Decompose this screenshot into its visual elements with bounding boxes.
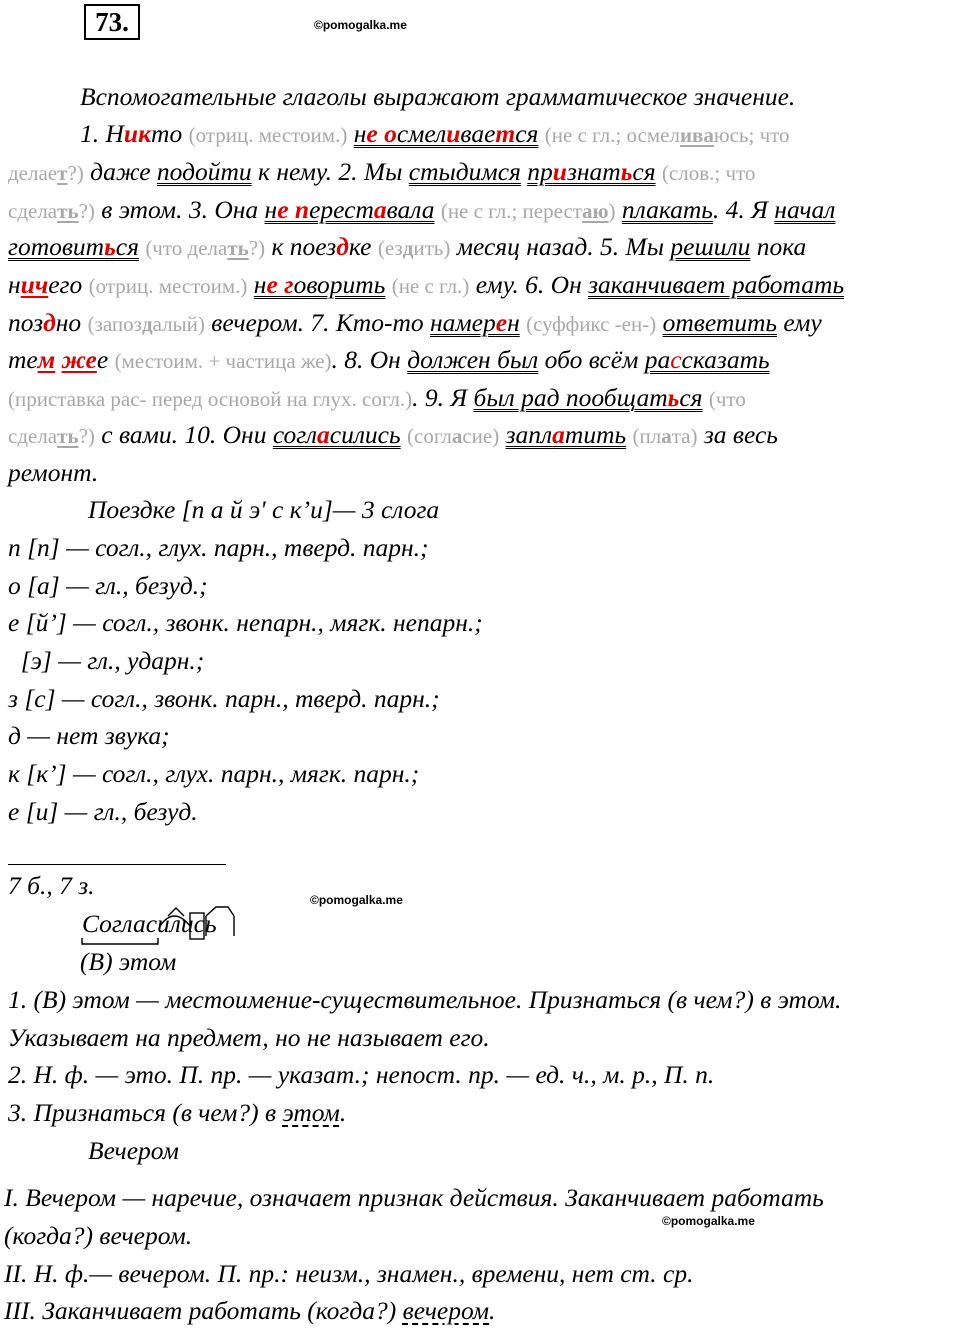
watermark: ©pomogalka.me	[310, 893, 403, 907]
grey-note: (отриц. местоим.)	[188, 123, 348, 147]
word-tem-zhe: тем жее	[8, 345, 109, 374]
predicate-byl-rad: был рад пообщаться	[473, 383, 703, 412]
word-pozdno: поздно	[8, 308, 82, 337]
letter-sound-count: 7 б., 7 з.	[8, 871, 95, 900]
grey-note: (согласие)	[407, 424, 500, 448]
grey-note: (что делать?)	[145, 236, 266, 260]
grey-note: (запоздалый)	[87, 312, 205, 336]
phonetic-row: о [а] — гл., безуд.;	[8, 571, 208, 600]
grey-note: (слов.; что	[661, 161, 756, 185]
predicate-ne-govorit: не говорить	[253, 270, 386, 299]
grey-note: (отриц. местоим.)	[88, 274, 248, 298]
grey-note: делает?)	[8, 161, 84, 185]
text-line-3: делает?) даже подойти к нему. 2. Мы стыдимся признаться (слов.; что	[8, 157, 756, 186]
predicate-plakat: плакать	[621, 195, 713, 224]
phonetic-row: п [п] — согл., глух. парн., тверд. парн.;	[8, 533, 429, 562]
phonetic-row: з [с] — согл., звонк. парн., тверд. парн.;	[8, 684, 440, 713]
watermark: ©pomogalka.me	[662, 1214, 755, 1228]
predicate-ne-perestavala: не переставала	[264, 195, 435, 224]
text-line-10: сделать?) с вами. 10. Они согласились (согласие) заплатить (плата) за весь	[8, 420, 778, 449]
text-line-5: готовиться (что делать?) к поездке (ездить) месяц назад. 5. Мы решили пока	[8, 232, 807, 261]
morpheme-marks	[78, 900, 238, 946]
text-line-11: ремонт.	[8, 458, 99, 487]
analysis-line: 3. Признаться (в чем?) в этом.	[8, 1098, 347, 1127]
grey-note: (местоим. + частица же)	[114, 349, 332, 373]
text-line-2: 1. Никто (отриц. местоим.) не осмеливается (не с гл.; осмеливаюсь; что	[80, 119, 790, 148]
grey-note: (не с гл.; осмеливаюсь; что	[544, 123, 790, 147]
predicate-priznatsya: признаться	[527, 157, 656, 186]
phonetic-row: д — нет звука;	[8, 721, 170, 750]
grey-note: (не с гл.)	[391, 274, 470, 298]
predicate-stydimsya: стыдимся	[408, 157, 521, 186]
grey-note: (плата)	[632, 424, 698, 448]
grey-note: (ездить)	[377, 236, 451, 260]
predicate-nameren: намерен	[429, 308, 520, 337]
analysis-line: II. Н. ф.— вечером. П. пр.: неизм., знамен., времени, нет ст. ср.	[4, 1259, 694, 1288]
phonetic-row: е [и] — гл., безуд.	[8, 797, 198, 826]
text-line-6: ничего (отриц. местоим.) не говорить (не с гл.) ему. 6. Он заканчивает работать	[8, 270, 845, 299]
predicate-otvetit: ответить	[662, 308, 778, 337]
watermark: ©pomogalka.me	[314, 18, 407, 32]
predicate-rasskazat: рассказать	[644, 345, 770, 374]
predicate-zakanchivaet: заканчивает работать	[588, 270, 845, 299]
grey-note: (суффикс -ен-)	[526, 312, 657, 336]
analysis-line: (когда?) вечером.	[4, 1221, 193, 1250]
predicate-nachal: начал	[774, 195, 836, 224]
word-vecherom-circumstance: вечером	[402, 1296, 489, 1325]
phonetic-row: е [й’] — согл., звонк. непарн., мягк. непарн.;	[8, 608, 483, 637]
grey-note: сделать?)	[8, 424, 95, 448]
task-number-box: 73.	[84, 4, 140, 40]
predicate-dolzhen-byl: должен был	[407, 345, 539, 374]
morphemic-word: Согласились	[82, 909, 217, 938]
analysis-line: 2. Н. ф. — это. П. пр. — указат.; непост. пр. — ед. ч., м. р., П. п.	[8, 1060, 715, 1089]
predicate-reshili: решили	[670, 232, 751, 261]
text-line-8: тем жее (местоим. + частица же). 8. Он должен был обо всём рассказать	[8, 345, 770, 374]
analysis-line: Указывает на предмет, но не называет его.	[8, 1023, 490, 1052]
word-etom-circumstance: этом	[282, 1098, 340, 1127]
predicate-podoiti: подойти	[156, 157, 252, 186]
text-line-9: (приставка рас- перед основой на глух. согл.). 9. Я был рад пообщаться (что	[8, 383, 746, 412]
analysis-line: III. Заканчивает работать (когда?) вечером.	[4, 1296, 496, 1325]
grey-note: (что	[708, 387, 746, 411]
text-line-7: поздно (запоздалый) вечером. 7. Кто-то намерен (суффикс -ен-) ответить ему	[8, 308, 822, 337]
intro-line: Вспомогательные глаголы выражают грамматическое значение.	[80, 82, 796, 111]
grey-note: сделать?)	[8, 199, 95, 223]
predicate-soglasilis: согласились	[272, 420, 401, 449]
grey-note: (приставка рас- перед основой на глух. согл.)	[8, 387, 413, 411]
analysis-line: 1. (В) этом — местоимение-существительное. Признаться (в чем?) в этом.	[8, 985, 842, 1014]
text-line-4: сделать?) в этом. 3. Она не переставала (не с гл.; перестаю) плакать. 4. Я начал	[8, 195, 836, 224]
heading-vecherom: Вечером	[88, 1136, 179, 1165]
word-nikto: Никто	[105, 119, 183, 148]
word-nichego: ничего	[8, 270, 83, 299]
predicate-gotovitsya: готовиться	[8, 232, 139, 261]
predicate-zaplatit: заплатить	[505, 420, 627, 449]
analysis-line: I. Вечером — наречие, означает признак действия. Заканчивает работать	[4, 1183, 824, 1212]
divider-line	[8, 864, 226, 865]
phonetic-title: Поездке [п а й э' с к’и]— 3 слога	[88, 495, 440, 524]
predicate-ne-osmelivaetsya: не осмеливается	[353, 119, 539, 148]
heading-etom: (В) этом	[80, 947, 177, 976]
phonetic-row: [э] — гл., ударн.;	[8, 646, 205, 675]
grey-note: (не с гл.; перестаю)	[440, 199, 616, 223]
phonetic-row: к [к’] — согл., глух. парн., мягк. парн.;	[8, 759, 420, 788]
